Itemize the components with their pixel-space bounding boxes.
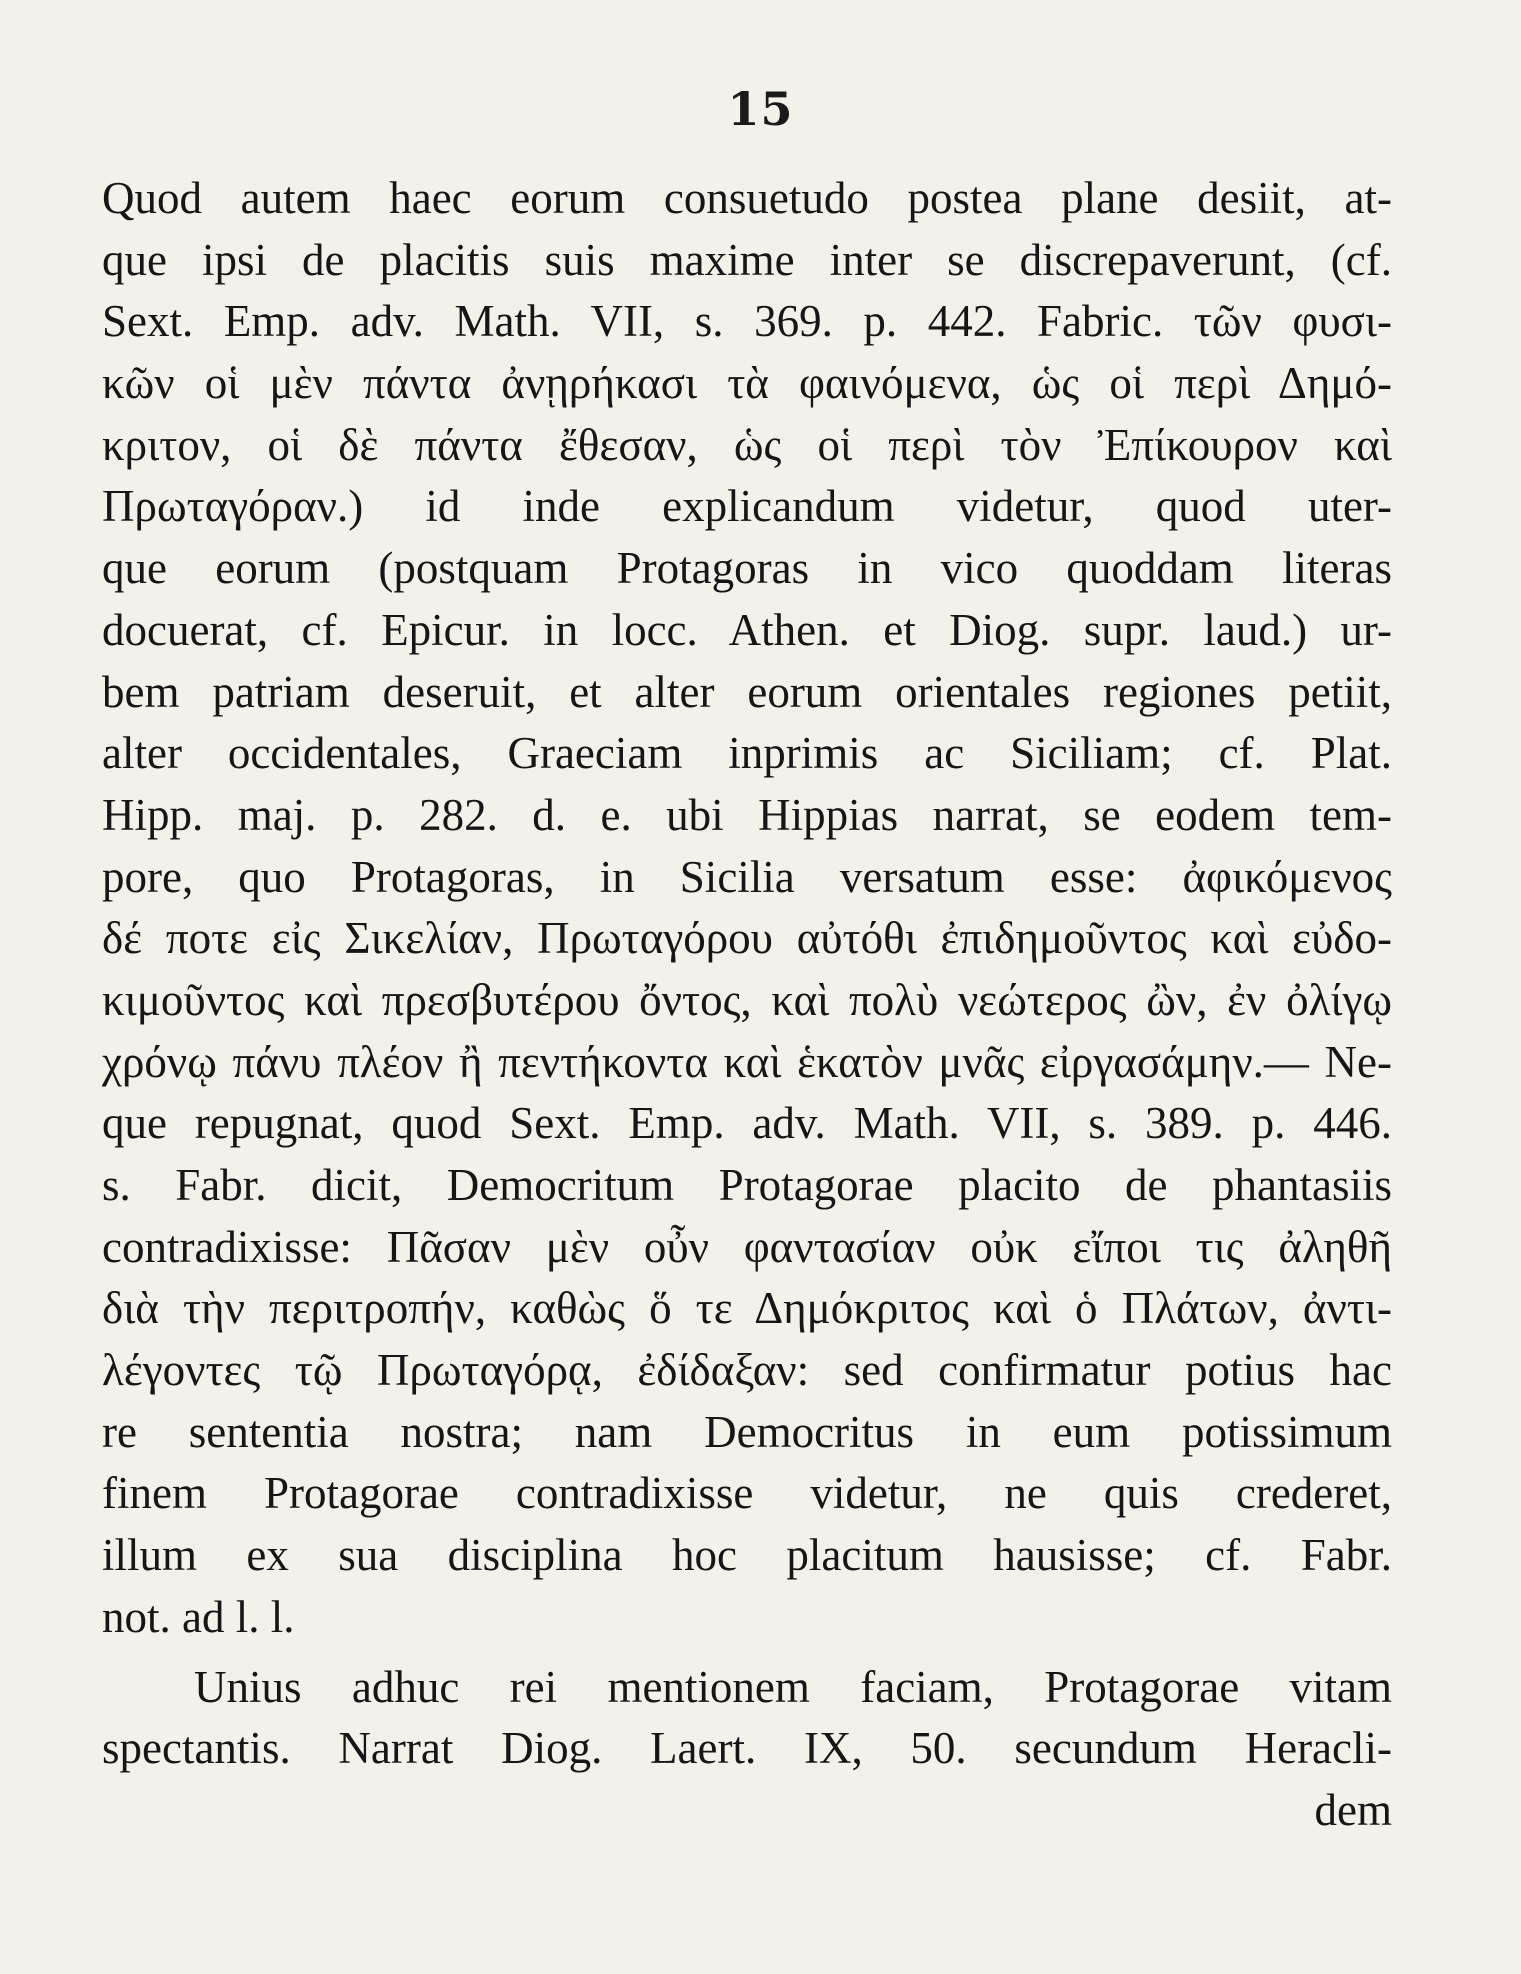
text-line: διὰ τὴν περιτροπήν, καθὼς ὅ τε Δημόκριτος καὶ ὁ Πλάτων, ἀντι-: [102, 1283, 1392, 1334]
text-line: Unius adhuc rei mentionem faciam, Protagorae vitam: [194, 1661, 1392, 1712]
paragraph-2: [102, 1657, 1392, 1842]
text-line: δέ ποτε εἰς Σικελίαν, Πρωταγόρου αὐτόθι ἐπιδημοῦντος καὶ εὐδο-: [102, 913, 1392, 964]
text-line: illum ex sua disciplina hoc placitum hausisse; cf. Fabr.: [102, 1530, 1392, 1581]
text-line: κριτον, οἱ δὲ πάντα ἔθεσαν, ὡς οἱ περὶ τὸν Ἐπίκουρον καὶ: [102, 419, 1392, 470]
text-line: κιμοῦντος καὶ πρεσβυτέρου ὄντος, καὶ πολὺ νεώτερος ὢν, ἐν ὀλίγῳ: [102, 974, 1392, 1025]
page-number: 15: [727, 82, 794, 136]
text-line: Quod autem haec eorum consuetudo postea plane desiit, at-: [102, 173, 1392, 223]
text-line: Sext. Emp. adv. Math. VII, s. 369. p. 442. Fabric. τῶν φυσι-: [102, 296, 1392, 347]
text-line: que ipsi de placitis suis maxime inter se discrepaverunt, (cf.: [102, 234, 1392, 285]
text-line: Hipp. maj. p. 282. d. e. ubi Hippias narrat, se eodem tem-: [102, 789, 1392, 840]
text-line: re sententia nostra; nam Democritus in eum potissimum: [102, 1406, 1392, 1457]
text-line: Πρωταγόραν.) id inde explicandum videtur, quod uter-: [102, 481, 1392, 532]
text-line: pore, quo Protagoras, in Sicilia versatum esse: ἀφικόμενος: [102, 851, 1392, 902]
text-line: que eorum (postquam Protagoras in vico quoddam literas: [102, 543, 1392, 594]
body-text: [102, 168, 1392, 1842]
catchword: dem: [1314, 1784, 1392, 1835]
text-line: λέγοντες τῷ Πρωταγόρᾳ, ἐδίδαξαν: sed confirmatur potius hac: [102, 1345, 1392, 1396]
text-line: κῶν οἱ μὲν πάντα ἀνῃρήκασι τὰ φαινόμενα, ὡς οἱ περὶ Δημό-: [102, 358, 1392, 409]
text-line: alter occidentales, Graeciam inprimis ac Siciliam; cf. Plat.: [102, 728, 1392, 779]
text-line: docuerat, cf. Epicur. in locc. Athen. et Diog. supr. laud.) ur-: [102, 604, 1392, 655]
paragraph-1: [102, 168, 1392, 1649]
text-line: not. ad l. l.: [102, 1591, 295, 1642]
text-line: bem patriam deseruit, et alter eorum orientales regiones petiit,: [102, 666, 1392, 717]
paragraph-gap: [102, 1649, 1392, 1657]
text-line: finem Protagorae contradixisse videtur, ne quis crederet,: [102, 1468, 1392, 1519]
text-line: s. Fabr. dicit, Democritum Protagorae placito de phantasiis: [102, 1160, 1392, 1210]
text-line: contradixisse: Πᾶσαν μὲν οὖν φαντασίαν οὐκ εἴποι τις ἀληθῆ: [102, 1221, 1392, 1272]
text-line: χρόνῳ πάνυ πλέον ἢ πεντήκοντα καὶ ἑκατὸν μνᾶς εἰργασάμην.— Ne-: [102, 1036, 1392, 1087]
text-line: spectantis. Narrat Diog. Laert. IX, 50. secundum Heracli-: [102, 1723, 1392, 1774]
text-line: que repugnat, quod Sext. Emp. adv. Math. VII, s. 389. p. 446.: [102, 1098, 1392, 1149]
